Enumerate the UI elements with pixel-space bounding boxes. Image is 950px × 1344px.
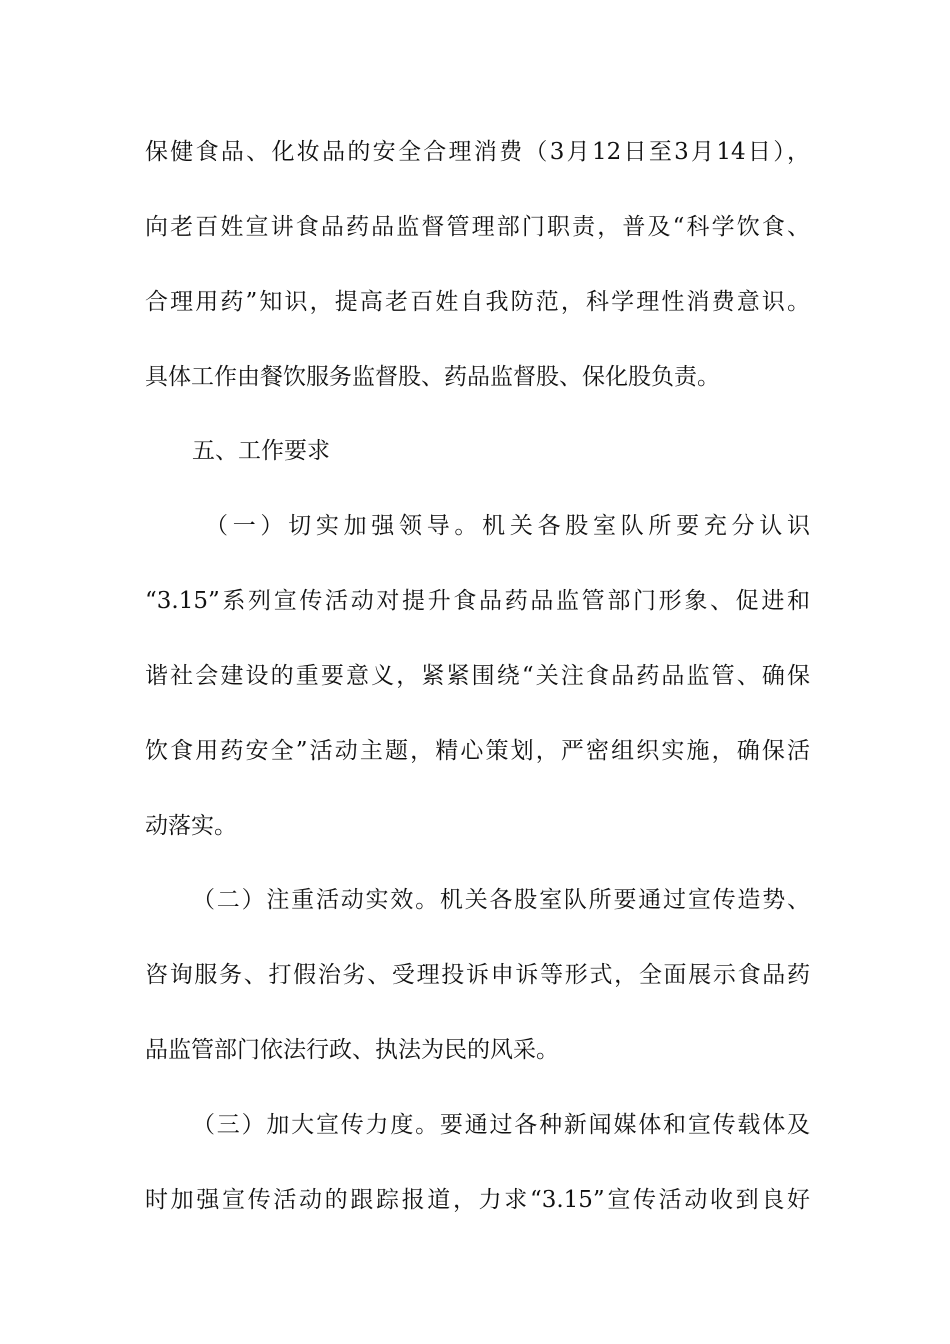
- text-line: 饮食用药安全”活动主题，精心策划，严密组织实施，确保活: [145, 738, 810, 764]
- text-line: （二）注重活动实效。机关各股室队所要通过宣传造势、: [192, 887, 810, 913]
- text-line: “3.15”系列宣传活动对提升食品药品监管部门形象、促进和: [145, 588, 810, 614]
- text-line: 谐社会建设的重要意义，紧紧围绕“关注食品药品监管、确保: [145, 663, 810, 689]
- text-line: 向老百姓宣讲食品药品监督管理部门职责，普及“科学饮食、: [145, 214, 810, 240]
- section-heading: 五、工作要求: [192, 438, 330, 464]
- text-line: （三）加大宣传力度。要通过各种新闻媒体和宣传载体及: [192, 1112, 810, 1138]
- text-line: 动落实。: [145, 813, 237, 839]
- text-line: 品监管部门依法行政、执法为民的风采。: [145, 1037, 559, 1063]
- text-line: 合理用药”知识，提高老百姓自我防范，科学理性消费意识。: [145, 289, 810, 315]
- text-line: 具体工作由餐饮服务监督股、药品监督股、保化股负责。: [145, 364, 720, 390]
- text-line: 保健食品、化妆品的安全合理消费（3月12日至3月14日），: [145, 139, 810, 165]
- text-line: 咨询服务、打假治劣、受理投诉申诉等形式，全面展示食品药: [145, 962, 810, 988]
- text-line: 时加强宣传活动的跟踪报道，力求“3.15”宣传活动收到良好: [145, 1187, 810, 1213]
- text-line: （一）切实加强领导。机关各股室队所要充分认识: [205, 513, 810, 539]
